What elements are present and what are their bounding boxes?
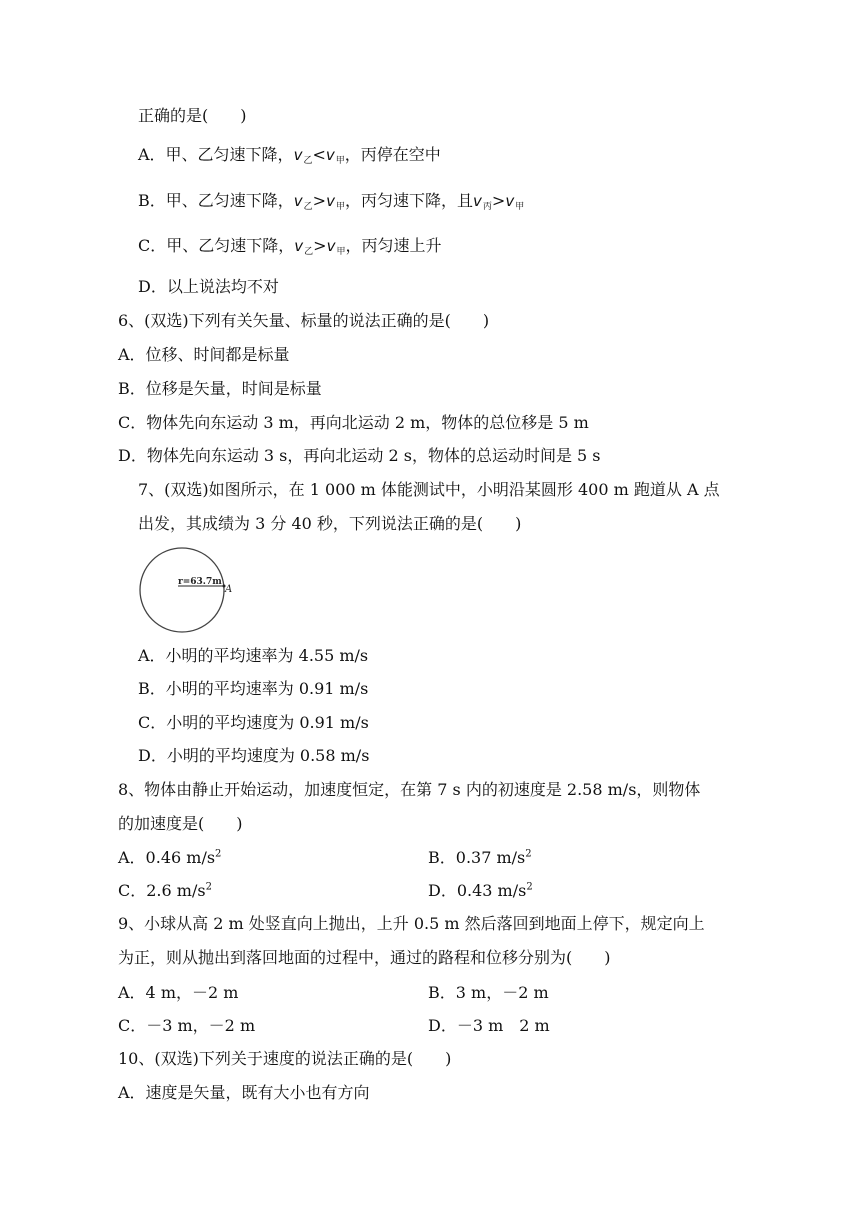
q7-option-d: D．小明的平均速度为 0.58 m/s [138,746,370,765]
q9-option-b: B．3 m，－2 m [428,983,549,1002]
point-a-label: A [225,584,233,595]
q5-option-d: D．以上说法均不对 [138,277,279,296]
q9-stem-line2: 为正，则从抛出到落回地面的过程中，通过的路程和位移分别为( ) [118,948,611,967]
q8-option-c: C．2.6 $m/s^2$ [118,881,212,900]
q5-stem-tail: 正确的是( ) [138,106,247,125]
q6-option-a: A．位移、时间都是标量 [118,345,290,364]
q9-stem-line1: 9、小球从高 2 m 处竖直向上抛出，上升 0.5 m 然后落回到地面上停下，规定向上 [118,914,705,933]
q7-stem-line1: 7、(双选)如图所示，在 1 000 m 体能测试中，小明沿某圆形 400 m 跑道从 A 点 [138,480,720,499]
q5-option-c: C．甲、乙匀速下降，v乙>v甲，丙匀速上升 [138,236,442,257]
track-circle [140,548,224,632]
q10-option-a: A．速度是矢量，既有大小也有方向 [118,1083,370,1102]
q7-option-b: B．小明的平均速率为 0.91 m/s [138,679,369,698]
q6-option-d: D．物体先向东运动 3 s，再向北运动 2 s，物体的总运动时间是 5 s [118,446,601,465]
q9-option-a: A．4 m，－2 m [118,983,239,1002]
radius-label: r=63.7m [178,577,222,587]
q5-option-a: A．甲、乙匀速下降，v乙<v甲，丙停在空中 [138,145,441,166]
q8-option-b: B．0.37 $m/s^2$ [428,848,532,867]
q6-option-c: C．物体先向东运动 3 m，再向北运动 2 m，物体的总位移是 5 m [118,413,589,432]
q9-option-c: C．－3 m，－2 m [118,1016,256,1035]
q6-option-b: B．位移是矢量，时间是标量 [118,379,322,398]
q9-option-d: D．－3 m 2 m [428,1016,550,1035]
q6-stem: 6、(双选)下列有关矢量、标量的说法正确的是( ) [118,311,490,330]
q10-stem: 10、(双选)下列关于速度的说法正确的是( ) [118,1049,452,1068]
q8-option-d: D．0.43 $m/s^2$ [428,881,533,900]
q5-option-b: B．甲、乙匀速下降，v乙>v甲，丙匀速下降，且v丙>v甲 [138,191,525,212]
q8-stem-line2: 的加速度是( ) [118,814,243,833]
q7-option-c: C．小明的平均速度为 0.91 m/s [138,713,369,732]
q7-option-a: A．小明的平均速率为 4.55 m/s [138,646,369,665]
q8-stem-line1: 8、物体由静止开始运动，加速度恒定，在第 7 s 内的初速度是 2.58 m/s，则物体 [118,780,701,799]
q7-stem-line2: 出发，其成绩为 3 分 40 秒，下列说法正确的是( ) [138,514,522,533]
circular-track-figure [136,546,236,636]
q8-option-a: A．0.46 $m/s^2$ [118,848,222,867]
